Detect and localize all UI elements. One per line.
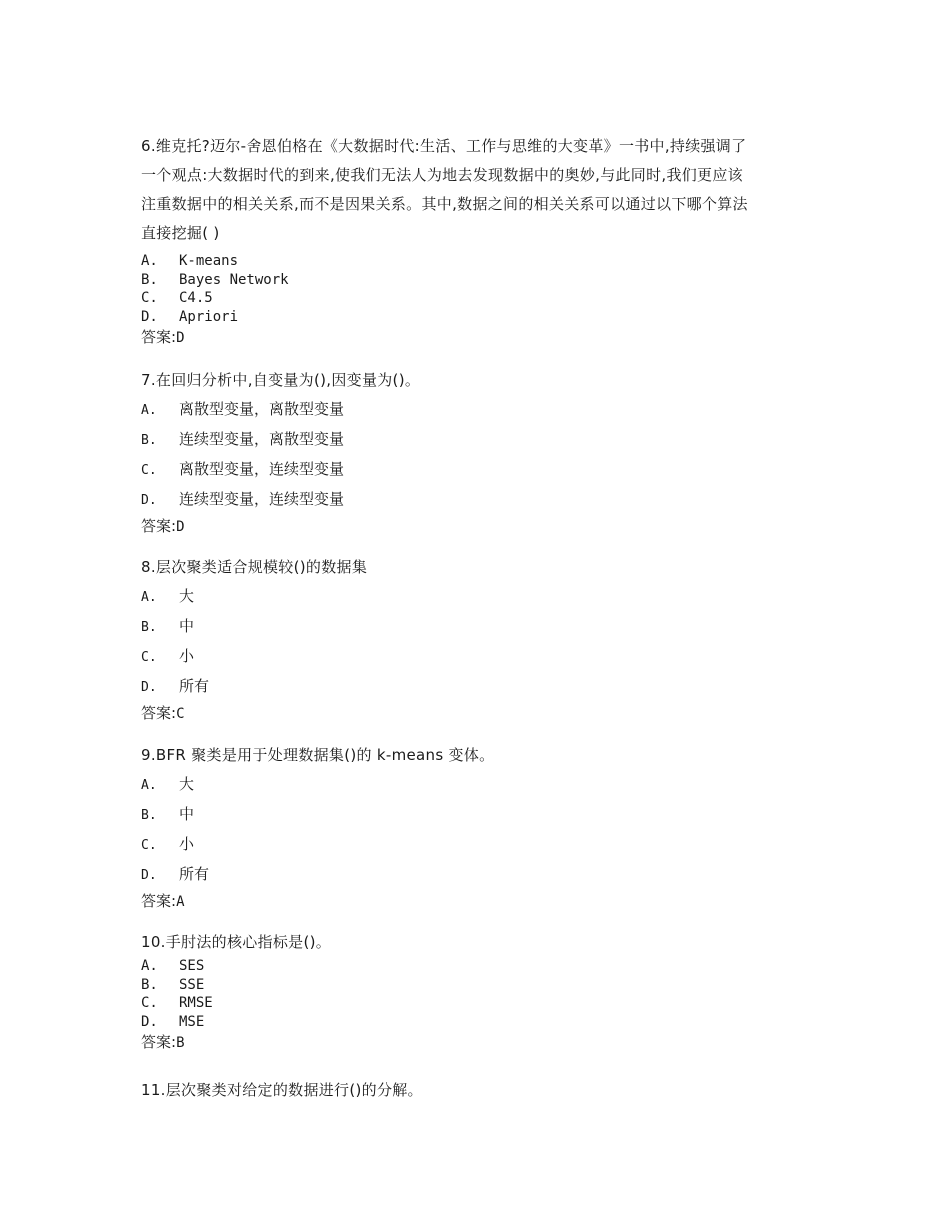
answer	[141, 1031, 811, 1054]
option-d	[141, 860, 811, 890]
option-c	[141, 289, 811, 308]
question-stem	[141, 1076, 811, 1105]
option-b	[141, 976, 811, 995]
answer	[141, 326, 811, 349]
question-stem	[141, 928, 811, 957]
option-text: 连续型变量，离散型变量	[179, 430, 345, 448]
answer	[141, 702, 811, 725]
option-list	[141, 582, 811, 702]
option-letter: C.	[141, 995, 158, 1012]
option-a	[141, 582, 811, 612]
answer-value: D	[176, 519, 185, 535]
option-text: MSE	[179, 1013, 205, 1030]
question-stem	[141, 553, 811, 582]
answer-label: 答案:	[141, 704, 177, 722]
option-list	[141, 770, 811, 890]
option-b	[141, 271, 811, 290]
option-letter: B.	[141, 976, 158, 993]
question-8	[141, 553, 811, 725]
question-stem-line: 10.手肘法的核心指标是()。	[141, 933, 332, 951]
question-10	[141, 928, 811, 1054]
option-text: Apriori	[179, 308, 239, 325]
answer-value: D	[176, 330, 185, 347]
option-c	[141, 642, 811, 672]
answer-label: 答案:	[141, 892, 177, 910]
question-stem-line: 一个观点:大数据时代的到来,使我们无法人为地去发现数据中的奥妙,与此同时,我们更应该	[141, 166, 743, 184]
option-text: 小	[179, 835, 195, 853]
option-text: K-means	[179, 253, 239, 269]
option-text: RMSE	[179, 995, 213, 1012]
option-a	[141, 770, 811, 800]
option-letter: B.	[141, 808, 157, 823]
option-letter: C.	[141, 290, 158, 307]
option-text: 连续型变量，连续型变量	[179, 490, 345, 508]
question-stem-line: 11.层次聚类对给定的数据进行()的分解。	[141, 1081, 423, 1099]
option-text: Bayes Network	[179, 271, 289, 288]
option-text: C4.5	[179, 290, 213, 307]
question-stem-line: 直接挖掘( )	[141, 224, 220, 242]
option-c	[141, 994, 811, 1013]
option-text: 大	[179, 775, 195, 793]
answer-label: 答案:	[141, 517, 177, 535]
option-letter: C.	[141, 650, 157, 665]
answer-label: 答案:	[141, 328, 177, 347]
option-letter: C.	[141, 838, 157, 853]
option-letter: B.	[141, 433, 157, 448]
option-text: SES	[179, 958, 205, 974]
option-letter: B.	[141, 620, 157, 635]
option-letter: B.	[141, 271, 158, 288]
option-c	[141, 830, 811, 860]
question-stem	[141, 741, 811, 770]
question-11	[141, 1076, 811, 1105]
question-stem-line: 6.维克托?迈尔-舍恩伯格在《大数据时代:生活、工作与思维的大变革》一书中,持续强调了	[141, 137, 747, 155]
option-text: 离散型变量，离散型变量	[179, 400, 345, 418]
option-text: 所有	[179, 865, 210, 883]
option-text: 小	[179, 647, 195, 665]
question-stem-line: 9.BFR 聚类是用于处理数据集()的 k-means 变体。	[141, 746, 495, 764]
option-text: 大	[179, 587, 195, 605]
option-letter: D.	[141, 868, 157, 883]
option-letter: C.	[141, 463, 157, 478]
option-text: 离散型变量，连续型变量	[179, 460, 345, 478]
answer	[141, 890, 811, 913]
option-list	[141, 395, 811, 515]
option-letter: A.	[141, 253, 158, 269]
answer-value: B	[176, 1035, 185, 1052]
option-letter: A.	[141, 590, 157, 605]
option-b	[141, 612, 811, 642]
option-a	[141, 395, 811, 425]
answer	[141, 515, 811, 538]
question-stem	[141, 366, 811, 395]
option-d	[141, 485, 811, 515]
option-a	[141, 252, 811, 271]
question-stem-line: 8.层次聚类适合规模较()的数据集	[141, 558, 368, 576]
option-text: 中	[179, 617, 195, 635]
question-9	[141, 741, 811, 913]
option-d	[141, 1013, 811, 1032]
option-text: 所有	[179, 677, 210, 695]
option-letter: A.	[141, 778, 157, 793]
option-d	[141, 308, 811, 327]
option-list	[141, 252, 811, 326]
answer-label: 答案:	[141, 1033, 177, 1052]
question-stem-line: 7.在回归分析中,自变量为(),因变量为()。	[141, 371, 421, 389]
option-a	[141, 957, 811, 976]
option-letter: A.	[141, 403, 157, 418]
option-c	[141, 455, 811, 485]
answer-value: C	[176, 706, 185, 722]
question-7	[141, 366, 811, 538]
option-letter: D.	[141, 1013, 158, 1030]
option-letter: D.	[141, 308, 158, 325]
option-list	[141, 957, 811, 1031]
option-letter: A.	[141, 958, 158, 974]
question-stem	[141, 132, 811, 248]
question-stem-line: 注重数据中的相关关系,而不是因果关系。其中,数据之间的相关关系可以通过以下哪个算法	[141, 195, 748, 213]
answer-value: A	[176, 894, 185, 910]
question-6	[141, 132, 811, 349]
option-letter: D.	[141, 680, 157, 695]
option-b	[141, 800, 811, 830]
option-d	[141, 672, 811, 702]
option-text: 中	[179, 805, 195, 823]
option-letter: D.	[141, 493, 157, 508]
option-b	[141, 425, 811, 455]
option-text: SSE	[179, 976, 205, 993]
